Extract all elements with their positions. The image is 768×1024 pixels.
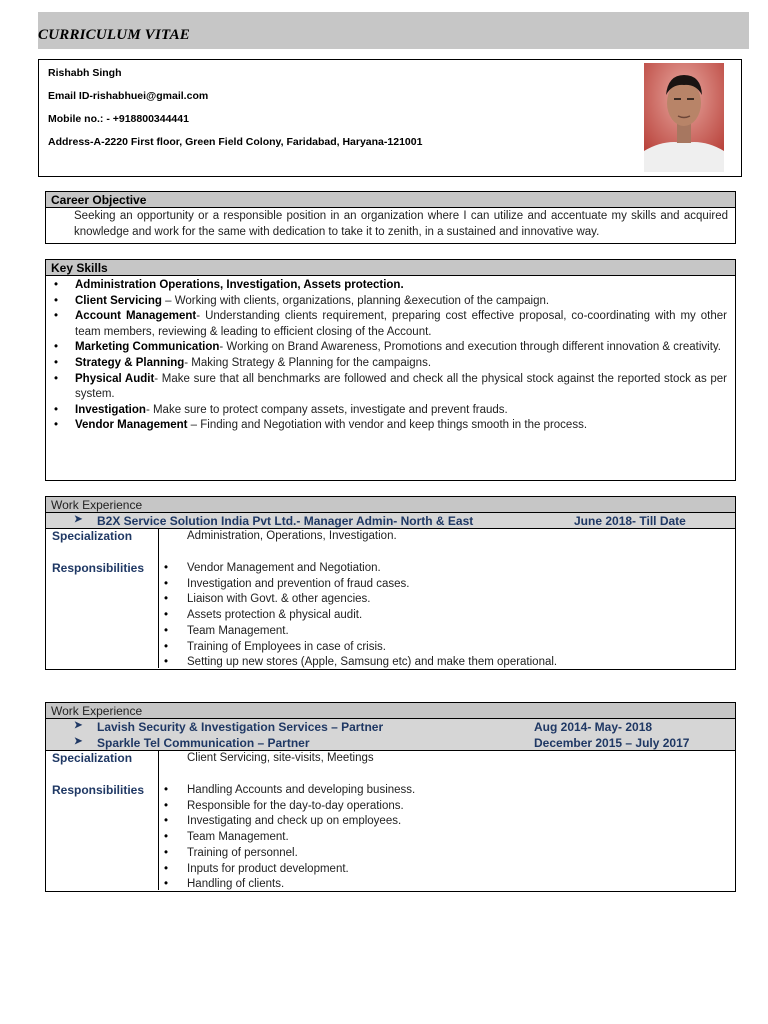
career-objective-heading: Career Objective [46,192,735,208]
list-item: • Team Management. [164,830,415,846]
responsibilities-list [164,561,557,671]
list-item: • Handling of clients. [164,877,415,893]
candidate-name: Rishabh Singh [48,67,122,79]
work-experience-section-2 [45,702,736,892]
email: Email ID-rishabhuei@gmail.com [48,90,209,102]
key-skills-list [46,276,735,434]
skill-item: • Strategy & Planning- Making Strategy & Planning for the campaigns. [54,356,727,372]
career-objective-section [45,191,736,244]
list-item: • Team Management. [164,624,557,640]
experience-body [46,751,735,890]
specialization-label: Specialization [52,751,133,765]
work-experience-section-1 [45,496,736,670]
profile-photo [644,63,724,172]
job-role: Sparkle Tel Communication – Partner [97,736,310,750]
address: Address-A-2220 First floor, Green Field Colony, Faridabad, Haryana-121001 [48,136,423,148]
specialization-value: Client Servicing, site-visits, Meetings [187,752,374,764]
job-date: June 2018- Till Date [574,514,686,528]
list-item: • Training of Employees in case of crisis. [164,640,557,656]
skill-item: • Physical Audit- Make sure that all benchmarks are followed and check all the physical stock against the reported stock as per system. [54,372,727,403]
list-item: • Liaison with Govt. & other agencies. [164,592,557,608]
skill-item: • Investigation- Make sure to protect company assets, investigate and prevent frauds. [54,403,727,419]
experience-body [46,529,735,668]
list-item: • Responsible for the day-to-day operations. [164,799,415,815]
list-item: • Investigation and prevention of fraud cases. [164,577,557,593]
job-rows [46,719,735,751]
list-item: • Inputs for product development. [164,862,415,878]
responsibilities-list [164,783,415,893]
column-divider [158,751,159,890]
list-item: • Handling Accounts and developing business. [164,783,415,799]
key-skills-heading: Key Skills [46,260,735,276]
specialization-label: Specialization [52,529,133,543]
list-item: • Training of personnel. [164,846,415,862]
skill-item: • Vendor Management – Finding and Negotiation with vendor and keep things smooth in the process. [54,418,727,434]
job-date: December 2015 – July 2017 [534,736,690,750]
list-item: • Setting up new stores (Apple, Samsung etc) and make them operational. [164,655,557,671]
career-objective-text: Seeking an opportunity or a responsible position in an organization where I can utilize and accentuate my skills and acquired knowledge and work for the same with dedication to take it to zenith, in a sustained and innovative way. [74,210,728,238]
mobile: Mobile no.: - +918800344441 [48,113,189,125]
column-divider [158,529,159,668]
list-item: • Investigating and check up on employees. [164,814,415,830]
list-item: • Assets protection & physical audit. [164,608,557,624]
job-row [46,513,735,529]
job-role: Lavish Security & Investigation Services – Partner [97,720,384,734]
skill-item: • Marketing Communication- Working on Brand Awareness, Promotions and execution through different innovation & creativity. [54,340,727,356]
skill-item: • Account Management- Understanding clients requirement, preparing cost effective proposal, co-coordinating with my other team members, reviewing & leading to efficient closing of the Account. [54,309,727,340]
work-experience-heading: Work Experience [46,703,735,719]
document-title: CURRICULUM VITAE [38,27,190,43]
contact-header [38,59,742,177]
arrow-icon: ➤ [74,736,83,747]
arrow-icon: ➤ [74,514,83,525]
responsibilities-label: Responsibilities [52,783,145,797]
work-experience-heading: Work Experience [46,497,735,513]
skill-item: • Client Servicing – Working with clients, organizations, planning &execution of the campaign. [54,294,727,310]
list-item: • Vendor Management and Negotiation. [164,561,557,577]
job-role: B2X Service Solution India Pvt Ltd.- Manager Admin- North & East [97,514,474,528]
skill-item: • Administration Operations, Investigation, Assets protection. [54,278,727,294]
job-date: Aug 2014- May- 2018 [534,720,653,734]
arrow-icon: ➤ [74,720,83,731]
responsibilities-label: Responsibilities [52,561,145,575]
key-skills-section [45,259,736,481]
specialization-value: Administration, Operations, Investigation. [187,530,397,542]
title-bar [38,12,749,49]
